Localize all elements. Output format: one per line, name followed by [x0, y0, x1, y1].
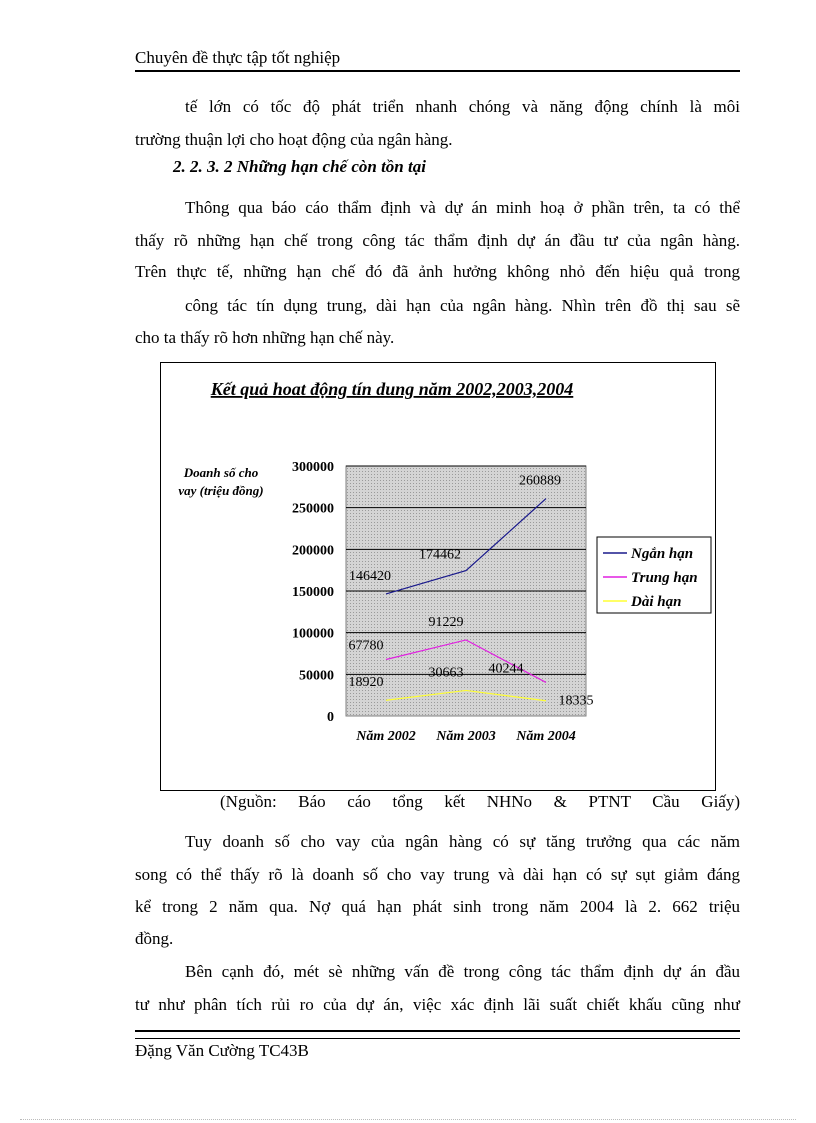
legend-label: Ngắn hạn — [631, 546, 694, 562]
paragraph-3-line-1: công tác tín dụng trung, dài hạn của ngân hàng. Nhìn trên đồ thị sau sẽ — [185, 296, 740, 315]
data-label: 91229 — [428, 614, 464, 630]
y-tick-label: 150000 — [292, 585, 334, 600]
y-axis-ticks — [292, 460, 334, 725]
data-label: 18335 — [558, 693, 594, 709]
data-label: 30663 — [428, 665, 464, 681]
y-axis-label-line-1: Doanh số cho — [183, 465, 259, 480]
x-axis-ticks — [355, 729, 576, 744]
paragraph-4-line-3: kể trong 2 năm qua. Nợ quá hạn phát sinh trong năm 2004 là 2. 662 triệu — [135, 897, 740, 916]
paragraph-2-line-3: Trên thực tế, những hạn chế đó đã ảnh hưởng không nhỏ đến hiệu quả trong — [135, 262, 740, 281]
y-tick-label: 100000 — [292, 626, 334, 642]
data-label: 67780 — [348, 638, 384, 654]
y-tick-label: 50000 — [299, 668, 334, 684]
chart-container — [160, 362, 716, 791]
paragraph-1-line-1: tế lớn có tốc độ phát triển nhanh chóng và năng động chính là môi — [185, 97, 740, 116]
y-tick-label: 0 — [327, 710, 334, 725]
paragraph-4-line-2: song có thể thấy rõ là doanh số cho vay trung và dài hạn có sự sụt giảm đáng — [135, 865, 740, 884]
paragraph-4-line-1: Tuy doanh số cho vay của ngân hàng có sự tăng trưởng qua các năm — [185, 832, 740, 851]
paragraph-3-line-2: cho ta thấy rõ hơn những hạn chế này. — [135, 328, 395, 347]
paragraph-4-line-4: đồng. — [135, 929, 174, 948]
chart-title: Kết quả hoat động tín dung năm 2002,2003,2004 — [210, 379, 574, 399]
paragraph-2-line-1: Thông qua báo cáo thẩm định và dự án minh hoạ ở phần trên, ta có thể — [185, 198, 740, 217]
x-tick-label: Năm 2003 — [436, 729, 496, 744]
y-tick-label: 200000 — [292, 543, 334, 559]
paragraph-5-line-2: tư như phân tích rủi ro của dự án, việc xác định lãi suất chiết khấu cũng như — [135, 995, 740, 1014]
page-bottom-border — [20, 1119, 796, 1120]
paragraph-2-line-2: thấy rõ những hạn chế trong công tác thẩm định dự án đầu tư của ngân hàng. — [135, 231, 740, 250]
data-label: 40244 — [488, 661, 524, 677]
y-tick-label: 300000 — [292, 460, 334, 475]
section-heading: 2. 2. 3. 2 Những hạn chế còn tồn tại — [173, 157, 426, 176]
data-label: 146420 — [349, 568, 391, 584]
x-tick-label: Năm 2002 — [356, 729, 416, 744]
data-label: 18920 — [348, 675, 384, 691]
x-tick-label: Năm 2004 — [516, 729, 576, 744]
line-chart — [161, 363, 715, 790]
legend — [597, 537, 711, 613]
footer-rule — [135, 1030, 740, 1039]
chart-source: (Nguồn: Báo cáo tổng kết NHNo & PTNT Cầu Giấy) — [220, 792, 740, 811]
data-label: 174462 — [419, 547, 461, 563]
page-header — [135, 48, 740, 72]
legend-label: Trung hạn — [631, 570, 698, 586]
paragraph-5-line-1: Bên cạnh đó, mét sè những vấn đề trong công tác thẩm định dự án đầu — [185, 962, 740, 981]
footer-author: Đặng Văn Cường TC43B — [135, 1041, 309, 1060]
legend-label: Dài hạn — [631, 594, 682, 610]
y-tick-label: 250000 — [292, 501, 334, 517]
paragraph-1-line-2: trường thuận lợi cho hoạt động của ngân hàng. — [135, 130, 453, 149]
header-title: Chuyên đề thực tập tốt nghiệp — [135, 48, 341, 67]
y-axis-label-line-2: vay (triệu đồng) — [178, 483, 264, 498]
data-label: 260889 — [519, 473, 561, 489]
